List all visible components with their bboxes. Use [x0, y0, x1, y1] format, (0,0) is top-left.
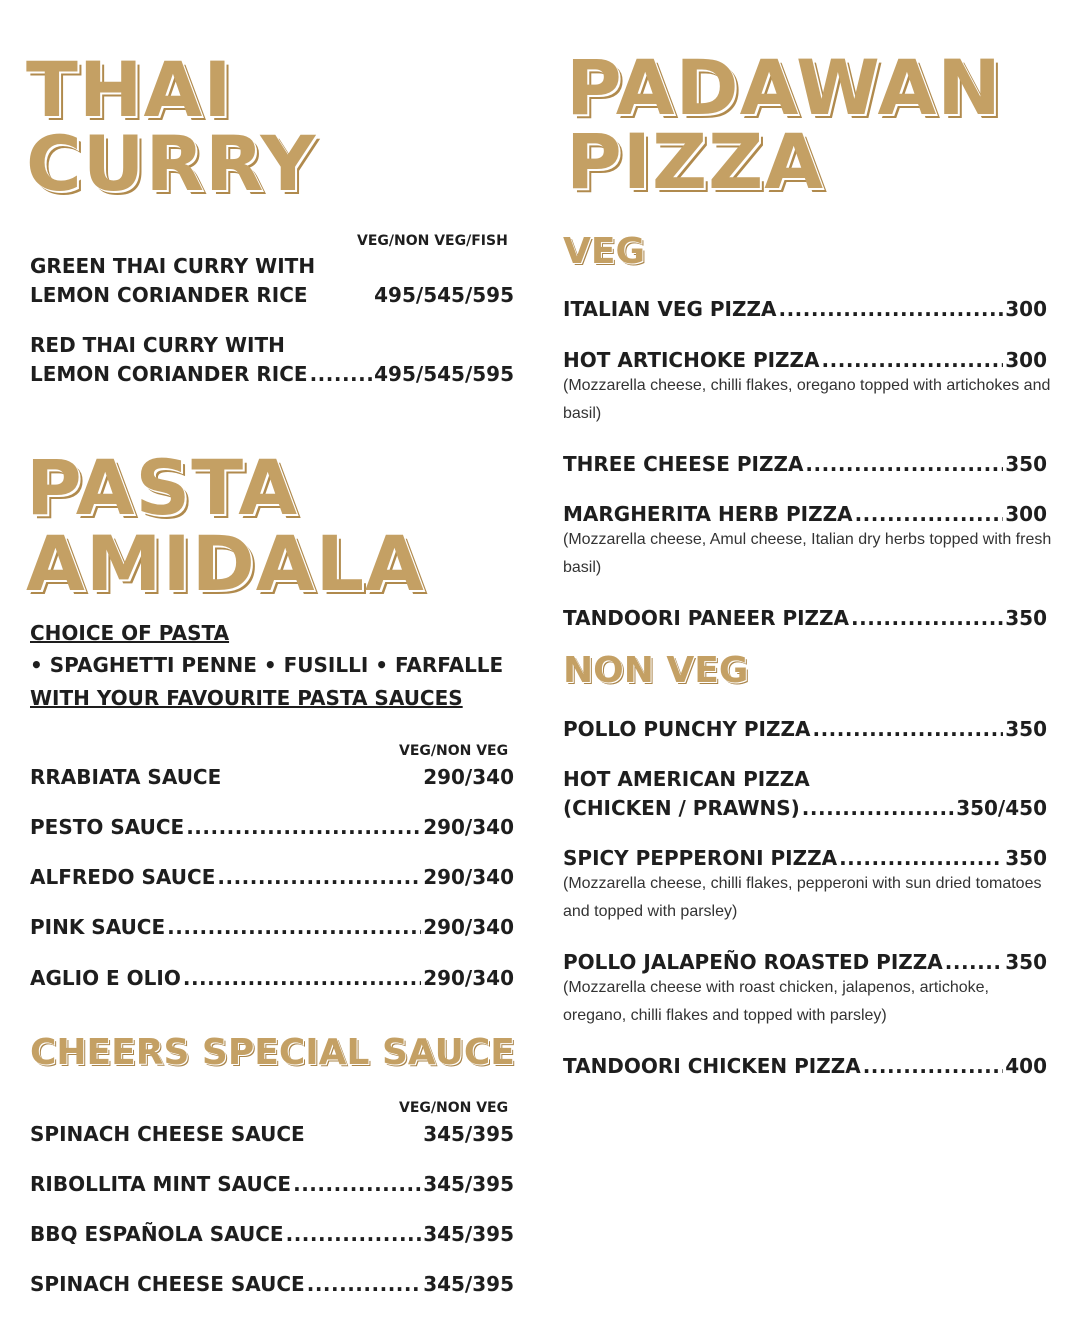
- menu-item: [563, 715, 1047, 743]
- pizza-title-line1: PADAWAN: [566, 43, 1002, 132]
- pasta-title-line1: PASTA: [26, 443, 299, 532]
- menu-item-name: TANDOORI CHICKEN PIZZA: [563, 1054, 861, 1078]
- pasta-column-hint: VEG/NON VEG: [399, 743, 509, 759]
- menu-item: [30, 863, 514, 891]
- menu-item-name: RIBOLLITA MINT SAUCE: [30, 1172, 292, 1196]
- menu-item-name: ALFREDO SAUCE: [30, 865, 216, 889]
- menu-item: [30, 1220, 514, 1248]
- menu-item-description: (Mozzarella cheese, chilli flakes, oregano topped with artichokes and basil): [563, 377, 1051, 422]
- menu-item: [563, 1052, 1047, 1080]
- menu-item-name: SPINACH CHEESE SAUCE: [30, 1122, 305, 1146]
- menu-item-price: 350: [1005, 717, 1047, 741]
- menu-item: [30, 813, 514, 841]
- pasta-title-line2: AMIDALA: [26, 519, 425, 608]
- pasta-choices: • SPAGHETTI PENNE • FUSILLI • FARFALLE: [30, 653, 504, 677]
- menu-item: [30, 964, 514, 992]
- nonveg-heading: NON VEG: [563, 650, 749, 691]
- thai-curry-column-hint: VEG/NON VEG/FISH: [357, 233, 508, 249]
- menu-item-name-line1: RED THAI CURRY WITH: [30, 333, 285, 357]
- menu-item-name: LEMON CORIANDER RICE: [30, 283, 308, 307]
- menu-item-price: 290/340: [423, 966, 514, 990]
- menu-item-name: POLLO PUNCHY PIZZA: [563, 717, 811, 741]
- menu-item-name: SPICY PEPPERONI PIZZA: [563, 846, 838, 870]
- menu-item: [563, 844, 1047, 872]
- menu-item-price: 350: [1005, 606, 1047, 630]
- menu-item-price: 345/395: [423, 1272, 514, 1296]
- thai-curry-title-line2: CURRY: [26, 119, 317, 208]
- menu-item: [563, 948, 1047, 976]
- menu-item-name: ITALIAN VEG PIZZA: [563, 297, 777, 321]
- cheers-column-hint: VEG/NON VEG: [399, 1100, 509, 1116]
- menu-item: [30, 763, 514, 791]
- menu-item-name: TANDOORI PANEER PIZZA: [563, 606, 850, 630]
- menu-item-price: 300: [1005, 297, 1047, 321]
- menu-item: [30, 1270, 514, 1298]
- menu-item-name: PESTO SAUCE: [30, 815, 185, 839]
- menu-item-price: 290/340: [423, 915, 514, 939]
- menu-item-name: MARGHERITA HERB PIZZA: [563, 502, 853, 526]
- menu-item-price: 400: [1005, 1054, 1047, 1078]
- menu-item-name-line1: GREEN THAI CURRY WITH: [30, 254, 316, 278]
- menu-item-price: 350: [1005, 846, 1047, 870]
- menu-item-price: 345/395: [423, 1122, 514, 1146]
- menu-item-price: 345/395: [423, 1222, 514, 1246]
- menu-item-name: BBQ ESPAÑOLA SAUCE: [30, 1222, 284, 1246]
- menu-item-description: (Mozzarella cheese, Amul cheese, Italian dry herbs topped with fresh basil): [563, 531, 1052, 576]
- pasta-choice-heading: CHOICE OF PASTA: [30, 621, 230, 645]
- menu-item-description: (Mozzarella cheese with roast chicken, jalapenos, artichoke, oregano, chilli flakes and topped with parsley): [563, 979, 989, 1024]
- cheers-title: CHEERS SPECIAL SAUCE: [30, 1032, 515, 1073]
- menu-item-name: (CHICKEN / PRAWNS): [563, 796, 800, 820]
- menu-item-description: (Mozzarella cheese, chilli flakes, pepperoni with sun dried tomatoes and topped with parsley): [563, 875, 1042, 920]
- pizza-title-line2: PIZZA: [566, 117, 825, 206]
- pasta-sauces-heading: WITH YOUR FAVOURITE PASTA SAUCES: [30, 686, 463, 710]
- thai-curry-title-line1: THAI: [26, 45, 233, 134]
- menu-item: [30, 281, 514, 309]
- menu-item-price: 300: [1005, 502, 1047, 526]
- menu-item: [563, 346, 1047, 374]
- menu-item-price: 350: [1005, 950, 1047, 974]
- menu-item: [563, 295, 1047, 323]
- menu-item: [563, 500, 1047, 528]
- menu-item-price: 350/450: [956, 796, 1047, 820]
- menu-item: [30, 1170, 514, 1198]
- menu-item-price: 350: [1005, 452, 1047, 476]
- menu-item-name: PINK SAUCE: [30, 915, 166, 939]
- menu-item: [563, 794, 1047, 822]
- menu-item-price: 495/545/595: [374, 283, 514, 307]
- menu-item-price: 300: [1005, 348, 1047, 372]
- menu-item: [563, 450, 1047, 478]
- menu-item-name: RRABIATA SAUCE: [30, 765, 222, 789]
- menu-item-name: SPINACH CHEESE SAUCE: [30, 1272, 305, 1296]
- menu-item-price: 290/340: [423, 815, 514, 839]
- menu-item: [563, 604, 1047, 632]
- menu-item-price: 345/395: [423, 1172, 514, 1196]
- menu-item: [30, 360, 514, 388]
- menu-item: [30, 1120, 514, 1148]
- menu-item-name: HOT ARTICHOKE PIZZA: [563, 348, 820, 372]
- menu-item-name-line1: HOT AMERICAN PIZZA: [563, 767, 810, 791]
- veg-heading: VEG: [563, 231, 646, 272]
- menu-item-name: AGLIO E OLIO: [30, 966, 181, 990]
- menu-item-price: 290/340: [423, 765, 514, 789]
- menu-item-name: THREE CHEESE PIZZA: [563, 452, 804, 476]
- menu-item-name: POLLO JALAPEÑO ROASTED PIZZA: [563, 950, 943, 974]
- menu-item: [30, 913, 514, 941]
- menu-item-price: 290/340: [423, 865, 514, 889]
- menu-item-price: 495/545/595: [374, 362, 514, 386]
- menu-item-name: LEMON CORIANDER RICE: [30, 362, 308, 386]
